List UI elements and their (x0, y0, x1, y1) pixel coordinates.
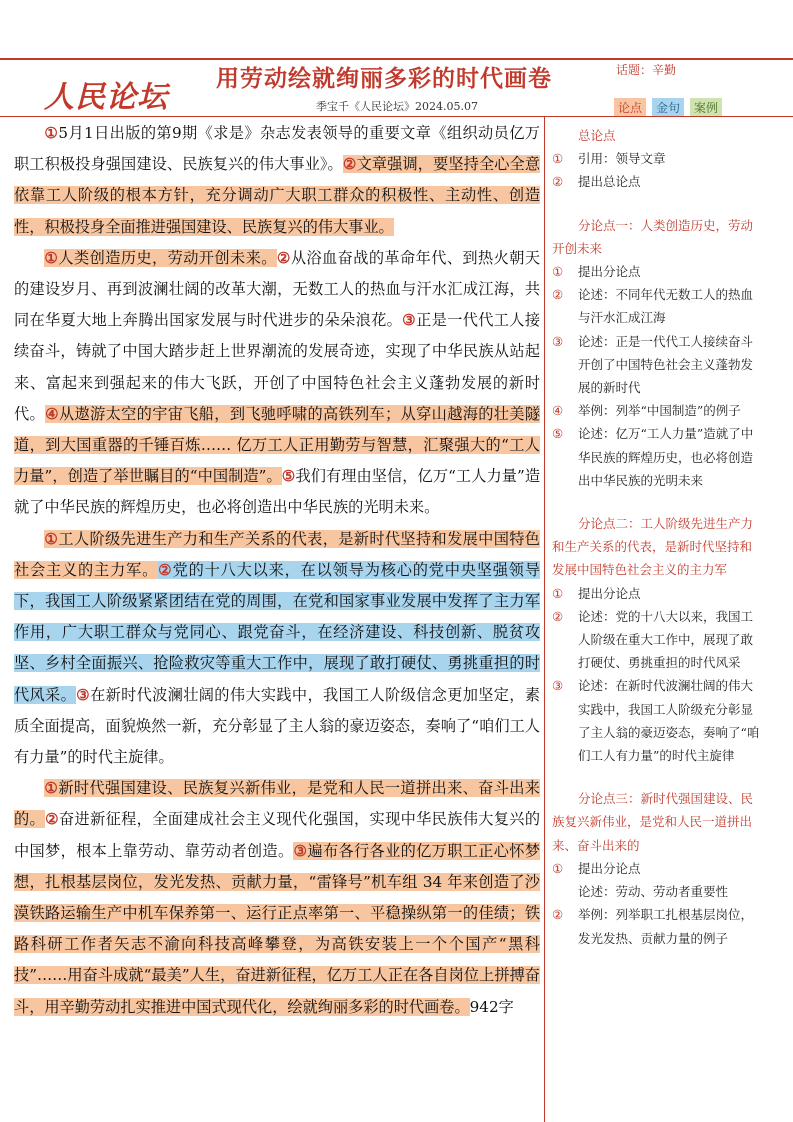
header-bottom-rule (0, 116, 793, 117)
outline-item: ② 提出总论点 (552, 174, 641, 190)
column-divider (544, 116, 545, 1122)
outline-item: ⑤ 论述：亿万“工人力量”造就了中华民族的辉煌历史，也必将创造出中华民族的光明未来 (552, 426, 754, 488)
marker: ③ (76, 685, 91, 704)
outline-item: ③ 论述：在新时代波澜壮阔的伟大实践中，我国工人阶级充分彰显了主人翁的豪迈姿态，奏响了“咱们工人有力量”的时代主旋律 (552, 678, 760, 764)
marker: ① (44, 248, 59, 267)
golden-sentence: 党的十八大以来，在以领导为核心的党中央坚强领导下，我国工人阶级紧紧团结在党的周围，在党和国家事业发展中发挥了主力军作用，广大职工群众与党同心、跟党奋斗，在经济建设、科技创新、脱贫攻坚、乡村全面振兴、抢险救灾等重大工作中，展现了敢打硬仗、勇挑重担的时代风采。 (14, 560, 541, 704)
source-line: 季宝千《人民论坛》2024.05.07 (316, 100, 478, 113)
outline-heading: 分论点三：新时代强国建设、民族复兴新伟业，是党和人民一道拼出来、奋斗出来的 (552, 791, 754, 853)
paragraph-1 (14, 118, 540, 243)
sentence: 在新时代波澜壮阔的伟大实践中，我国工人阶级信念更加坚定，素质全面提高，面貌焕然一新，充分彰显了主人翁的豪迈姿态，奏响了“咱们工人有力量”的时代主旋律。 (14, 685, 541, 767)
paragraph-2 (14, 243, 540, 524)
legend-anli: 案例 (690, 98, 722, 117)
marker: ② (276, 248, 291, 267)
marker: ① (44, 529, 59, 548)
outline-item: 论述：劳动、劳动者重要性 (578, 884, 729, 900)
sentence: 奋进新征程，全面建成社会主义现代化强国，实现中华民族伟大复兴的中国梦，根本上靠劳动、靠劳动者创造。 (14, 810, 541, 860)
word-count: 942字 (469, 997, 514, 1016)
marker: ② (342, 155, 357, 174)
article-body (14, 118, 540, 1023)
outline-item: ② 论述：党的十八大以来，我国工人阶级在重大工作中，展现了敢打硬仗、勇挑重担的时代风采 (552, 608, 754, 671)
outline-item: ② 举例：列举职工扎根基层岗位，发光发热、贡献力量的例子 (552, 907, 754, 946)
marker: ① (44, 779, 59, 798)
logo: 人民论坛 (44, 80, 168, 115)
topic-label: 话题：辛勤 (616, 63, 677, 77)
thesis-sentence: 文章强调，要坚持全心全意依靠工人阶级的根本方针，充分调动广大职工群众的积极性、主动性、创造性，积极投身全面推进强国建设、民族复兴的伟大事业。 (14, 155, 541, 236)
page-title: 用劳动绘就绚丽多彩的时代画卷 (216, 65, 552, 92)
outline-item: ① 提出分论点 (552, 264, 641, 280)
outline-item: ③ 论述：正是一代代工人接续奋斗开创了中国特色社会主义蓬勃发展的新时代 (552, 333, 754, 396)
sentence: 5月1日出版的第9期《求是》杂志发表领导的重要文章《组织动员亿万职工积极投身强国建设、民族复兴的伟大事业》。 (14, 124, 540, 174)
sentence: 我们有理由坚信，亿万“工人力量”造就了中华民族的辉煌历史，也必将创造出中华民族的光明未来。 (14, 467, 541, 517)
marker: ④ (45, 404, 60, 423)
example-sentence: 从遨游太空的宇宙飞船，到飞驰呼啸的高铁列车；从穿山越海的壮美隧道，到大国重器的千锤百炼…… 亿万工人正用勤劳与智慧，汇聚强大的“工人力量”，创造了举世瞩目的“中国制造”。 (14, 404, 541, 486)
point-sentence: 工人阶级先进生产力和生产关系的代表，是新时代坚持和发展中国特色社会主义的主力军。 (14, 529, 540, 579)
sentence: 从浴血奋战的革命年代、到热火朝天的建设岁月、再到波澜壮阔的改革大潮，无数工人的热血与汗水汇成江海，共同在华夏大地上奔腾出国家发展与时代进步的朵朵浪花。 (14, 248, 541, 330)
point-sentence: 新时代强国建设、民族复兴新伟业，是党和人民一道拼出来、奋斗出来的。 (14, 779, 540, 829)
outline-item: ① 提出分论点 (552, 585, 641, 601)
sentence: 正是一代代工人接续奋斗，铸就了中国大踏步赶上世界潮流的发展奇迹，实现了中华民族从站起来、富起来到强起来的伟大飞跃，开创了中国特色社会主义蓬勃发展的新时代。 (14, 311, 541, 423)
legend (614, 98, 728, 117)
marker: ① (44, 124, 59, 142)
outline-item: ② 论述：不同年代无数工人的热血与汗水汇成江海 (552, 287, 754, 326)
outline-sidebar (552, 124, 764, 950)
point-sentence: 人类创造历史，劳动开创未来。 (58, 248, 277, 267)
marker: ② (45, 810, 60, 829)
outline-heading: 分论点二：工人阶级先进生产力和生产关系的代表，是新时代坚持和发展中国特色社会主义的主力军 (552, 516, 754, 578)
paragraph-4 (14, 773, 540, 1023)
paragraph-3 (14, 524, 540, 774)
outline-heading: 总论点 (578, 128, 616, 143)
outline-item: ① 引用：领导文章 (552, 151, 666, 167)
marker: ⑤ (281, 467, 296, 486)
marker: ③ (402, 311, 417, 330)
example-sentence: 遍布各行各业的亿万职工正心怀梦想，扎根基层岗位，发光发热、贡献力量，“雷锋号”机车组 34 年来创造了沙漠铁路运输生产中机车保养第一、运行正点率第一、平稳操纵第一的佳绩；铁路科研工作者矢志不渝向科技高峰攀登，为高铁安装上一个个国产“黑科技”……用奋斗成就“最美”人生，奋进新征程，亿万工人正在各自岗位上拼搏奋斗，用辛勤劳动扎实推进中国式现代化，绘就绚丽多彩的时代画卷。 (14, 841, 541, 1016)
legend-lundian: 论点 (614, 98, 646, 117)
outline-heading: 分论点一：人类创造历史，劳动开创未来 (552, 217, 754, 256)
marker: ③ (293, 841, 308, 860)
marker: ② (158, 560, 173, 579)
outline-item: ④ 举例：列举“中国制造”的例子 (552, 403, 741, 419)
legend-jinju: 金句 (652, 98, 684, 117)
outline-item: ① 提出分论点 (552, 860, 641, 876)
